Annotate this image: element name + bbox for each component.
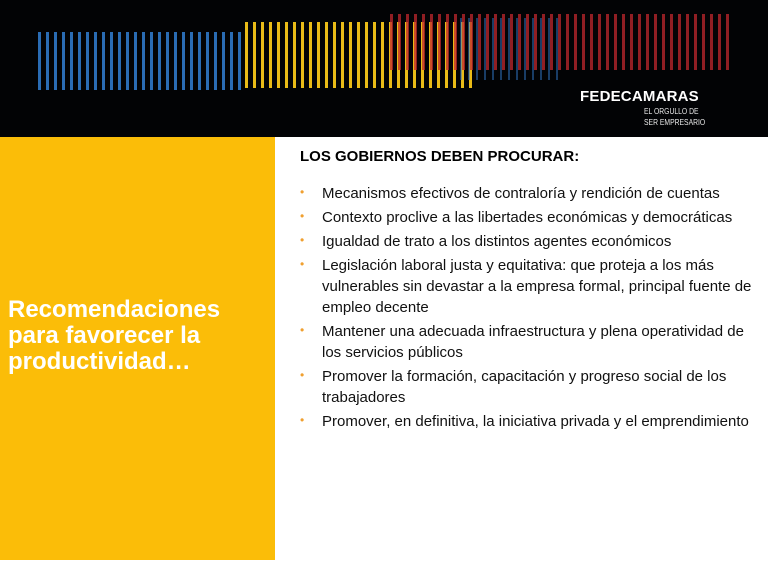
stripe: [622, 14, 625, 70]
stripe: [500, 18, 502, 80]
stripe: [662, 14, 665, 70]
stripe: [390, 14, 393, 70]
list-item-text: Igualdad de trato a los distintos agentes económicos: [322, 233, 672, 250]
list-item-text: Legislación laboral justa y equitativa: que proteja a los más vulnerables sin devastar a la empresa formal, principal fuente de empleo decente: [322, 257, 752, 316]
stripe: [357, 22, 360, 88]
stripe: [214, 32, 217, 90]
stripe: [253, 22, 256, 88]
list-item: [300, 255, 760, 318]
stripe: [54, 32, 57, 90]
stripe: [94, 32, 97, 90]
stripe: [468, 18, 470, 80]
stripe: [574, 14, 577, 70]
stripe: [110, 32, 113, 90]
stripe: [238, 32, 241, 90]
stripe: [486, 14, 489, 70]
logo-tagline-1: EL ORGULLO DE: [644, 107, 699, 116]
stripe: [269, 22, 272, 88]
stripe: [102, 32, 105, 90]
stripe: [414, 14, 417, 70]
stripe: [62, 32, 65, 90]
stripe: [510, 14, 513, 70]
stripe: [46, 32, 49, 90]
stripe: [702, 14, 705, 70]
stripe: [476, 18, 478, 80]
stripe: [556, 18, 558, 80]
stripe: [293, 22, 296, 88]
stripe: [78, 32, 81, 90]
stripe: [150, 32, 153, 90]
stripe: [508, 18, 510, 80]
stripe: [582, 14, 585, 70]
stripe: [502, 14, 505, 70]
stripe: [478, 14, 481, 70]
stripe: [38, 32, 41, 90]
stripe: [349, 22, 352, 88]
stripe: [365, 22, 368, 88]
stripe: [118, 32, 121, 90]
stripe: [430, 14, 433, 70]
stripe: [317, 22, 320, 88]
stripe: [694, 14, 697, 70]
stripe: [398, 14, 401, 70]
stripe: [524, 18, 526, 80]
stripe: [532, 18, 534, 80]
stripe: [422, 14, 425, 70]
stripe: [325, 22, 328, 88]
bullet-icon: •: [300, 323, 305, 337]
fedecamaras-logo: [580, 88, 716, 127]
slide-title: Recomendaciones para favorecer la productividad…: [8, 296, 221, 375]
stripe: [309, 22, 312, 88]
list-item-text: Mecanismos efectivos de contraloría y rendición de cuentas: [322, 185, 720, 202]
stripe: [174, 32, 177, 90]
bullet-icon: •: [300, 185, 305, 199]
list-item: [300, 366, 760, 408]
stripe: [566, 14, 569, 70]
stripe: [710, 14, 713, 70]
list-item: [300, 207, 760, 228]
stripe: [158, 32, 161, 90]
title-panel: [0, 137, 275, 560]
stripe: [462, 14, 465, 70]
stripe: [198, 32, 201, 90]
bullet-icon: •: [300, 368, 305, 382]
stripe: [126, 32, 129, 90]
stripe: [86, 32, 89, 90]
stripe: [598, 14, 601, 70]
stripe: [550, 14, 553, 70]
logo-name: FEDECAMARAS: [580, 88, 699, 105]
stripe: [614, 14, 617, 70]
list-item-text: Promover la formación, capacitación y progreso social de los trabajadores: [322, 368, 727, 406]
stripe: [438, 14, 441, 70]
stripe: [646, 14, 649, 70]
stripe: [718, 14, 721, 70]
stripe: [670, 14, 673, 70]
stripe: [134, 32, 137, 90]
list-item: [300, 231, 760, 252]
stripe: [454, 14, 457, 70]
stripe: [206, 32, 209, 90]
stripe: [245, 22, 248, 88]
stripe: [494, 14, 497, 70]
stripe: [542, 14, 545, 70]
recommendation-list: [300, 183, 760, 432]
stripe: [726, 14, 729, 70]
list-item-text: Promover, en definitiva, la iniciativa privada y el emprendimiento: [322, 413, 749, 430]
stripe: [190, 32, 193, 90]
stripe: [558, 14, 561, 70]
stripe: [492, 18, 494, 80]
stripe: [301, 22, 304, 88]
bullet-icon: •: [300, 209, 305, 223]
stripe: [484, 18, 486, 80]
stripe: [373, 22, 376, 88]
stripe: [460, 18, 462, 80]
stripe: [70, 32, 73, 90]
stripe: [446, 14, 449, 70]
stripe: [526, 14, 529, 70]
stripe: [166, 32, 169, 90]
stripe: [678, 14, 681, 70]
stripe: [470, 14, 473, 70]
stripe: [606, 14, 609, 70]
stripe: [261, 22, 264, 88]
stripe: [182, 32, 185, 90]
stripe: [381, 22, 384, 88]
stripe: [406, 14, 409, 70]
content-area: [300, 148, 760, 435]
stripe: [333, 22, 336, 88]
stripe: [285, 22, 288, 88]
list-item: [300, 183, 760, 204]
stripe: [277, 22, 280, 88]
stripe: [142, 32, 145, 90]
list-item-text: Contexto proclive a las libertades económicas y democráticas: [322, 209, 733, 226]
stripe: [548, 18, 550, 80]
logo-tagline-2: SER EMPRESARIO: [644, 118, 706, 127]
content-heading: LOS GOBIERNOS DEBEN PROCURAR:: [300, 148, 580, 165]
bullet-icon: •: [300, 233, 305, 247]
stripe: [222, 32, 225, 90]
bullet-icon: •: [300, 257, 305, 271]
stripe: [590, 14, 593, 70]
bullet-icon: •: [300, 413, 305, 427]
stripe: [638, 14, 641, 70]
stripe: [516, 18, 518, 80]
stripe: [230, 32, 233, 90]
list-item: [300, 411, 760, 432]
stripe: [534, 14, 537, 70]
stripe: [540, 18, 542, 80]
stripe: [654, 14, 657, 70]
header-banner: [0, 0, 768, 137]
stripe: [630, 14, 633, 70]
stripe: [686, 14, 689, 70]
list-item: [300, 321, 760, 363]
list-item-text: Mantener una adecuada infraestructura y plena operatividad de los servicios públicos: [322, 323, 744, 361]
stripe: [341, 22, 344, 88]
stripe: [518, 14, 521, 70]
